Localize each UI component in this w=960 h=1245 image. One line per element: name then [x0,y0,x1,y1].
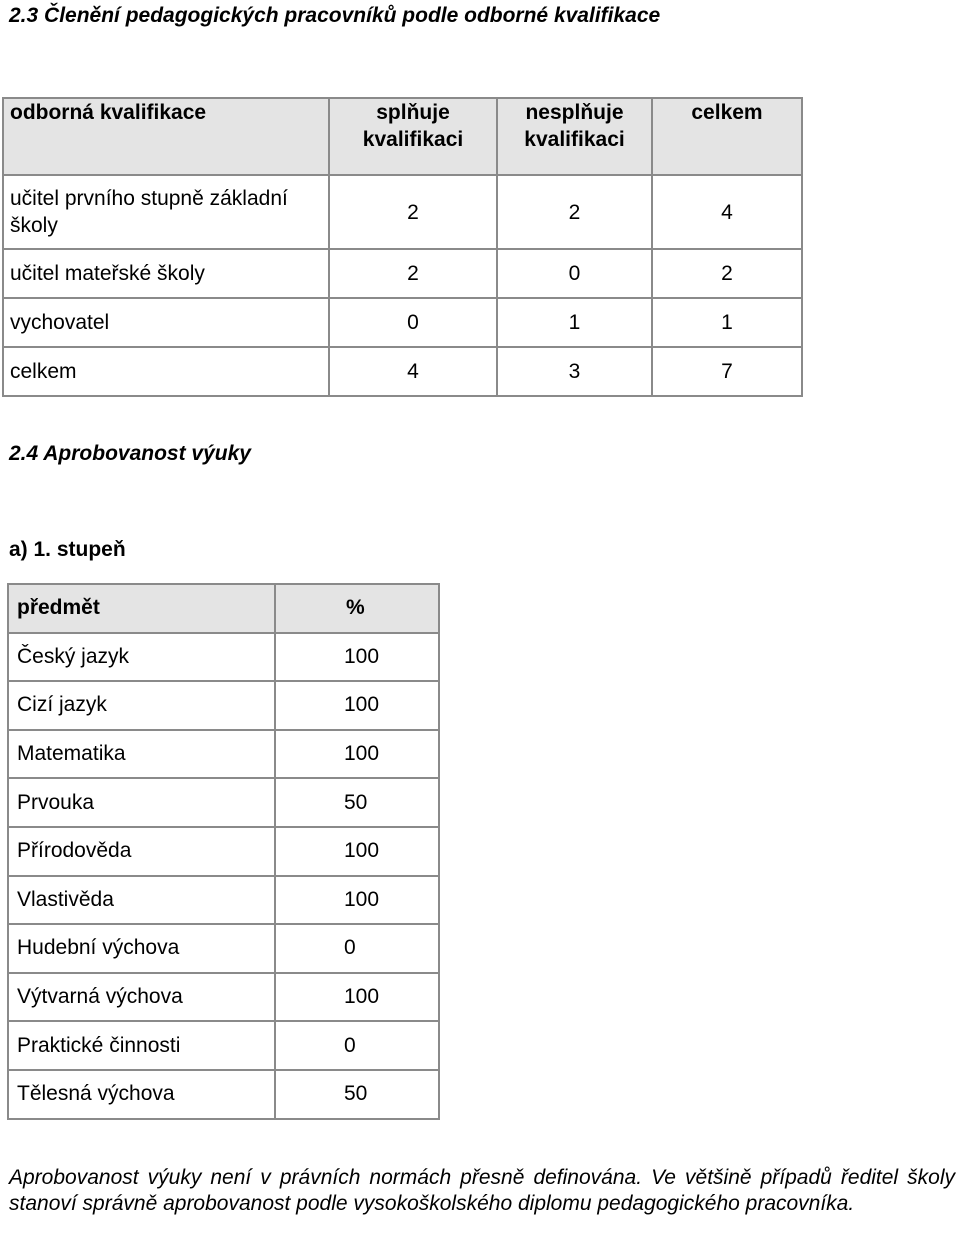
section-heading-approbation: 2.4 Aprobovanost výuky [9,442,251,465]
unqualified-count: 3 [497,347,652,396]
table-row [3,298,802,347]
table-row [8,827,439,876]
subject-cell: Výtvarná výchova [8,973,275,1022]
percent-cell: 100 [275,633,439,682]
percent-cell: 50 [275,1070,439,1119]
total-count: 2 [652,249,802,298]
unqualified-count: 2 [497,175,652,249]
percent-cell: 50 [275,778,439,827]
percent-cell: 100 [275,876,439,925]
qualification-cell: celkem [3,347,329,396]
column-header-qualified: splňuje kvalifikaci [329,98,497,175]
table-row [8,924,439,973]
table-row [8,1021,439,1070]
level-label: a) 1. stupeň [9,538,126,561]
subject-cell: Cizí jazyk [8,681,275,730]
subject-cell: Hudební výchova [8,924,275,973]
table-header-row [3,98,802,175]
percent-cell: 0 [275,924,439,973]
table-row [8,876,439,925]
qualification-table [2,97,803,397]
qualified-count: 2 [329,175,497,249]
table-row [8,1070,439,1119]
table-row [8,730,439,779]
table-row [3,175,802,249]
column-header-total: celkem [652,98,802,175]
subject-table [7,583,440,1120]
qualified-count: 4 [329,347,497,396]
table-header-row [8,584,439,633]
subject-cell: Matematika [8,730,275,779]
table-row [8,973,439,1022]
qualification-cell: učitel prvního stupně základní školy [3,175,329,249]
percent-cell: 100 [275,681,439,730]
total-count: 4 [652,175,802,249]
column-header-unqualified: nesplňuje kvalifikaci [497,98,652,175]
subject-cell: Prvouka [8,778,275,827]
table-row [8,778,439,827]
table-row [3,249,802,298]
qualified-count: 2 [329,249,497,298]
subject-cell: Přírodověda [8,827,275,876]
qualification-cell: vychovatel [3,298,329,347]
table-row [8,633,439,682]
table-row [8,681,439,730]
total-count: 1 [652,298,802,347]
percent-cell: 100 [275,730,439,779]
column-header-percent: % [275,584,439,633]
section-heading-qualification: 2.3 Členění pedagogických pracovníků podle odborné kvalifikace [9,4,661,27]
column-header-qualification: odborná kvalifikace [3,98,329,175]
qualified-count: 0 [329,298,497,347]
unqualified-count: 1 [497,298,652,347]
subject-cell: Praktické činnosti [8,1021,275,1070]
percent-cell: 100 [275,973,439,1022]
percent-cell: 0 [275,1021,439,1070]
qualification-cell: učitel mateřské školy [3,249,329,298]
unqualified-count: 0 [497,249,652,298]
subject-cell: Český jazyk [8,633,275,682]
approbation-note: Aprobovanost výuky není v právních normách přesně definována. Ve většině případů ředitel školy stanoví správně aprobovanost podle vysokoškolského diplomu pedagogického pracovníka. [9,1166,955,1215]
subject-cell: Vlastivěda [8,876,275,925]
total-count: 7 [652,347,802,396]
table-row-total [3,347,802,396]
column-header-subject: předmět [8,584,275,633]
percent-cell: 100 [275,827,439,876]
subject-cell: Tělesná výchova [8,1070,275,1119]
